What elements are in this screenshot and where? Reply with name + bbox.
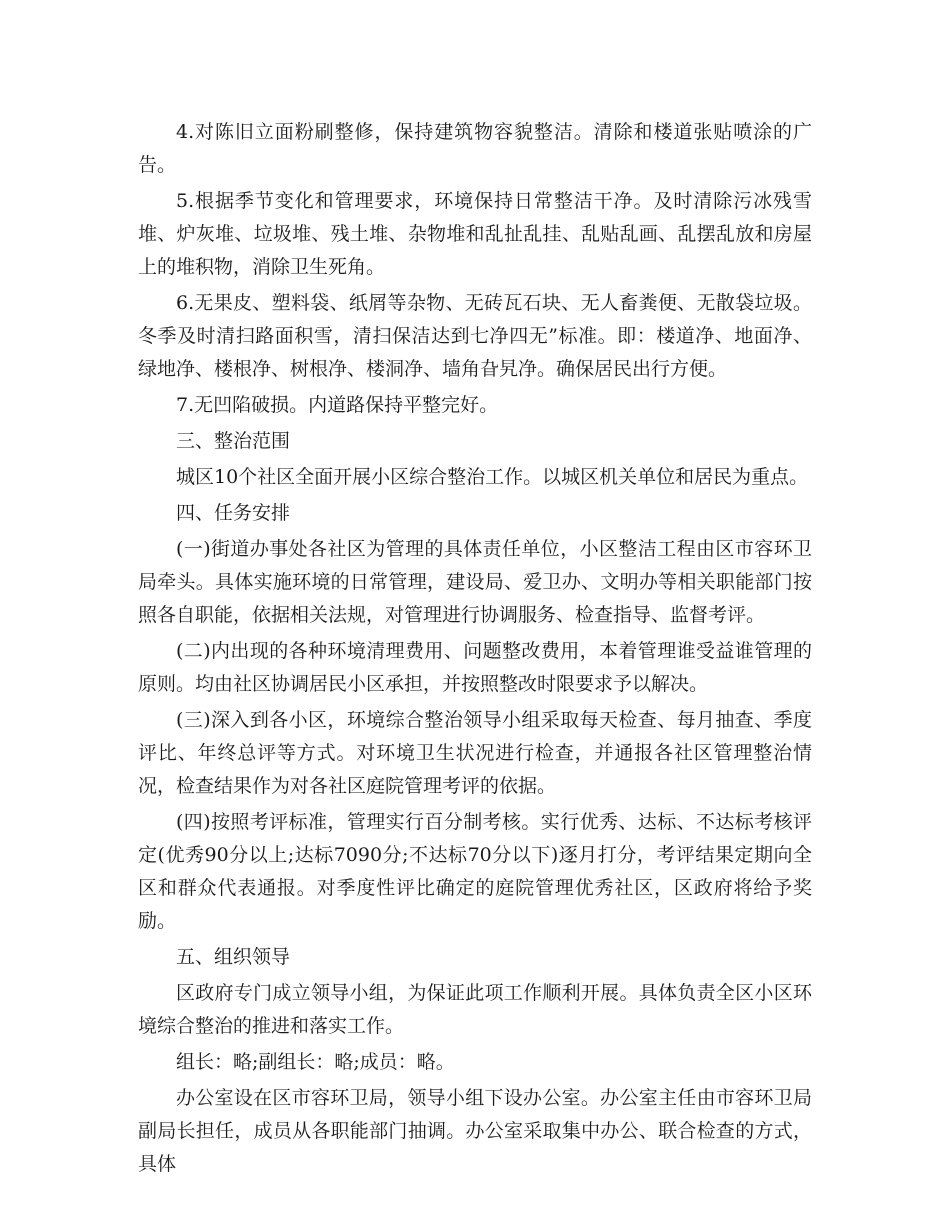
paragraph-item-6: 6.无果皮、塑料袋、纸屑等杂物、无砖瓦石块、无人畜粪便、无散袋垃圾。冬季及时清扫路面积雪，清扫保洁达到七净四无”标准。即：楼道净、地面净、绿地净、楼根净、树根净、楼洞净、墙角旮旯净。确保居民出行方便。 bbox=[138, 292, 812, 380]
section-heading-scope: 三、整治范围 bbox=[176, 430, 291, 452]
section-heading-tasks: 四、任务安排 bbox=[176, 502, 291, 524]
paragraph-office: 办公室设在区市容环卫局，领导小组下设办公室。办公室主任由市容环卫局副局长担任，成员从各职能部门抽调。办公室采取集中办公、联合检查的方式，具体 bbox=[138, 1087, 812, 1175]
document-body bbox=[138, 116, 812, 1184]
paragraph-item-7: 7.无凹陷破损。内道路保持平整完好。 bbox=[176, 394, 499, 416]
paragraph-leadership: 区政府专门成立领导小组，为保证此项工作顺利开展。具体负责全区小区环境综合整治的推进和落实工作。 bbox=[138, 982, 812, 1037]
paragraph-item-5: 5.根据季节变化和管理要求，环境保持日常整洁干净。及时清除污冰残雪堆、炉灰堆、垃圾堆、残土堆、杂物堆和乱扯乱挂、乱贴乱画、乱摆乱放和房屋上的堆积物，消除卫生死角。 bbox=[138, 190, 812, 278]
paragraph-task-1: (一)街道办事处各社区为管理的具体责任单位，小区整洁工程由区市容环卫局牵头。具体实施环境的日常管理，建设局、爱卫办、文明办等相关职能部门按照各自职能，依据相关法规，对管理进行协调服务、检查指导、监督考评。 bbox=[138, 538, 812, 626]
paragraph-item-4: 4.对陈旧立面粉刷整修，保持建筑物容貌整洁。清除和楼道张贴喷涂的广告。 bbox=[138, 121, 812, 176]
paragraph-task-3: (三)深入到各小区，环境综合整治领导小组采取每天检查、每月抽查、季度评比、年终总评等方式。对环境卫生状况进行检查，并通报各社区管理整治情况，检查结果作为对各社区庭院管理考评的依据。 bbox=[138, 709, 812, 797]
paragraph-task-2: (二)内出现的各种环境清理费用、问题整改费用，本着管理谁受益谁管理的原则。均由社区协调居民小区承担，并按照整改时限要求予以解决。 bbox=[138, 640, 812, 695]
paragraph-scope: 城区10个社区全面开展小区综合整治工作。以城区机关单位和居民为重点。 bbox=[176, 466, 809, 488]
paragraph-members: 组长：略;副组长：略;成员：略。 bbox=[176, 1051, 455, 1073]
section-heading-leadership: 五、组织领导 bbox=[176, 946, 291, 968]
paragraph-task-4: (四)按照考评标准，管理实行百分制考核。实行优秀、达标、不达标考核评定(优秀90分以上;达标7090分;不达标70分以下)逐月打分，考评结果定期向全区和群众代表通报。对季度性评比确定的庭院管理优秀社区，区政府将给予奖励。 bbox=[138, 811, 812, 932]
